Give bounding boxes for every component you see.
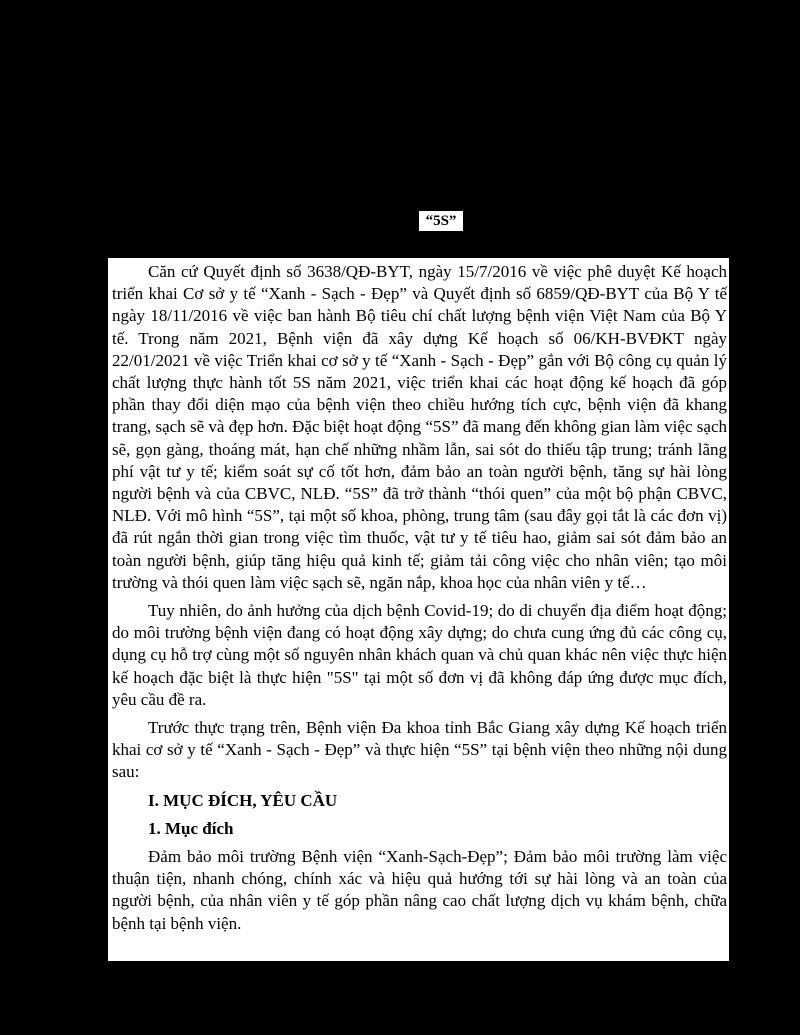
- paragraph-plan-intro: Trước thực trạng trên, Bệnh viện Đa khoa tỉnh Bắc Giang xây dựng Kế hoạch triển khai cơ sở y tế “Xanh - Sạch - Đẹp” và thực hiện “5S” tại bệnh viện theo những nội dung sau:: [112, 718, 727, 782]
- paragraph-limitations: Tuy nhiên, do ảnh hưởng của dịch bệnh Covid-19; do di chuyển địa điểm hoạt động; do môi trường bệnh viện đang có hoạt động xây dựng; do chưa cung ứng đủ các công cụ, dụng cụ hỗ trợ cùng một số nguyên nhân khách quan và chủ quan khác nên việc thực hiện kế hoạch đặc biệt là thực hiện "5S" tại một số đơn vị đã không đáp ứng được mục đích, yêu cầu đề ra.: [112, 601, 727, 709]
- section-heading: I. MỤC ĐÍCH, YÊU CẦU: [148, 790, 338, 810]
- paragraph-legal-basis: Căn cứ Quyết định số 3638/QĐ-BYT, ngày 15/7/2016 về việc phê duyệt Kế hoạch triển khai Cơ sở y tế “Xanh - Sạch - Đẹp” và Quyết định số 6859/QĐ-BYT của Bộ Y tế ngày 18/11/2016 về việc ban hành Bộ tiêu chí chất lượng bệnh viện Việt Nam của Bộ Y tế. Trong năm 2021, Bệnh viện đã xây dựng Kế hoạch số 06/KH-BVĐKT ngày 22/01/2021 về việc Triển khai cơ sở y tế “Xanh - Sạch - Đẹp” gắn với Bộ công cụ quản lý chất lượng thực hành tốt 5S năm 2021, việc triển khai các hoạt động kế hoạch đã góp phần thay đổi diện mạo của bệnh viện theo chiều hướng tích cực, bệnh viện đã khang trang, sạch sẽ và đẹp hơn. Đặc biệt hoạt động “5S” đã mang đến không gian làm việc sạch sẽ, gọn gàng, thoáng mát, hạn chế những nhầm lẫn, sai sót do thiếu tập trung; tránh lãng phí vật tư y tế; kiểm soát sự cố tốt hơn, đảm bảo an toàn người bệnh, tăng sự hài lòng người bệnh và của CBVC, NLĐ. “5S” đã trở thành “thói quen” của một bộ phận CBVC, NLĐ. Với mô hình “5S”, tại một số khoa, phòng, trung tâm (sau đây gọi tắt là các đơn vị) đã rút ngắn thời gian trong việc tìm thuốc, vật tư y tế tiêu hao, giảm sai sót đảm bảo an toàn người bệnh, giúp tăng hiệu quả kinh tế; giảm tải công việc cho nhân viên; tạo môi trường và thói quen làm việc sạch sẽ, ngăn nắp, khoa học của nhân viên y tế…: [112, 262, 727, 592]
- document-page: [108, 258, 729, 961]
- paragraph-purpose: Đảm bảo môi trường Bệnh viện “Xanh-Sạch-Đẹp”; Đảm bảo môi trường làm việc thuận tiện, nhanh chóng, chính xác và hiệu quả hướng tới sự hài lòng và an toàn của người bệnh, của nhân viên y tế góp phần nâng cao chất lượng dịch vụ khám bệnh, chữa bệnh tại bệnh viện.: [112, 847, 727, 933]
- subsection-heading: 1. Mục đích: [148, 818, 234, 838]
- document-title: “5S”: [419, 211, 463, 231]
